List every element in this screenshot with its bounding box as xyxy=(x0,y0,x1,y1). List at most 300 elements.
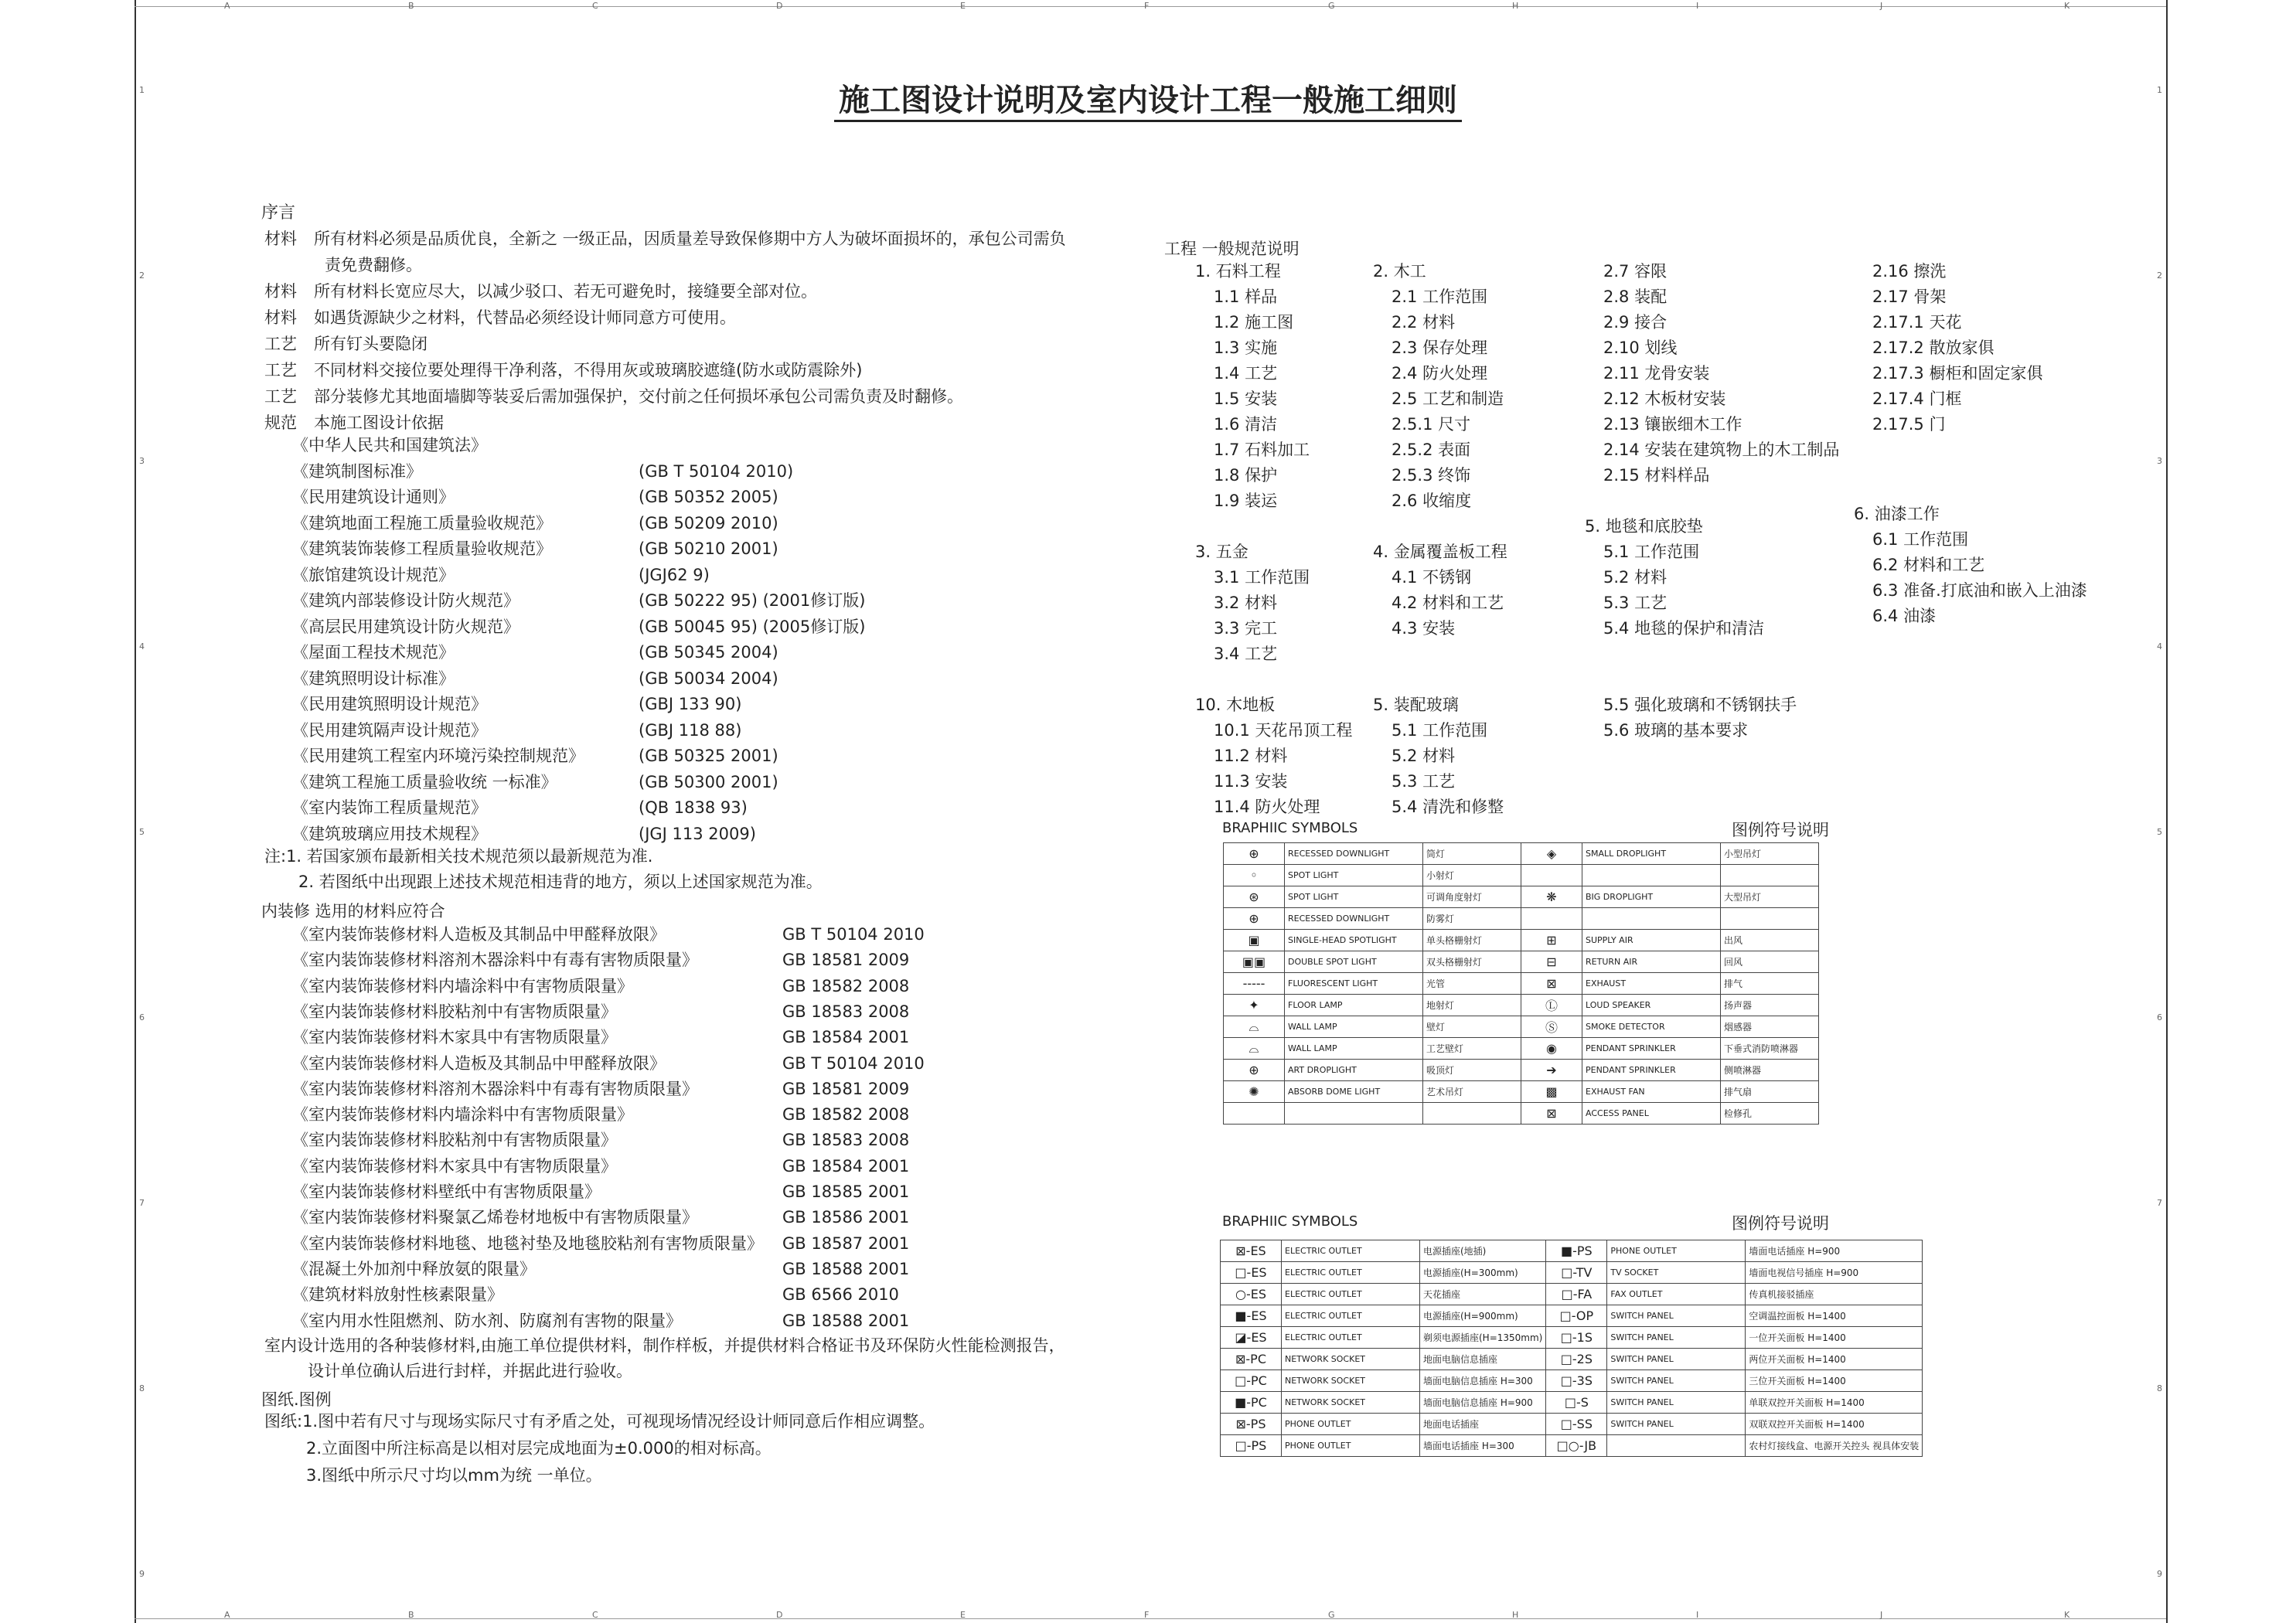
toc-item: 6. 油漆工作 xyxy=(1854,504,1940,523)
symbol-name-en: SPOT LIGHT xyxy=(1285,865,1423,886)
symbol-name-cn: 三位开关面板 H=1400 xyxy=(1746,1370,1923,1392)
column-marker: J xyxy=(1880,1610,1883,1620)
symbol-name-cn: 剃须电源插座(H=1350mm) xyxy=(1420,1327,1546,1349)
symbol-row xyxy=(1224,843,1819,865)
symbol-icon xyxy=(1224,1103,1285,1125)
preface-text: 所有钉头要隐闭 xyxy=(314,335,428,353)
symbols-table-outlets xyxy=(1220,1240,1923,1457)
symbol-name-cn: 墙面电视信号插座 H=900 xyxy=(1746,1262,1923,1284)
toc-item: 3.1 工作范围 xyxy=(1214,568,1310,587)
symbol-icon: ▩ xyxy=(1521,1081,1582,1103)
symbol-name-cn: 排气扇 xyxy=(1721,1081,1819,1103)
symbol-name-cn: 地射灯 xyxy=(1423,995,1521,1016)
row-marker: 1 xyxy=(2157,85,2162,95)
symbol-row xyxy=(1224,1060,1819,1081)
code-name: 《民用建筑设计通则》 xyxy=(292,488,455,506)
symbol-icon: □-FA xyxy=(1546,1284,1607,1305)
symbol-row xyxy=(1221,1349,1923,1370)
symbol-row xyxy=(1224,1038,1819,1060)
symbol-name-en: SWITCH PANEL xyxy=(1607,1414,1746,1435)
toc-item: 4.3 安装 xyxy=(1392,619,1456,638)
symbol-icon: Ⓢ xyxy=(1521,1016,1582,1038)
symbol-name-en: NETWORK SOCKET xyxy=(1282,1349,1420,1370)
symbol-name-cn: 排气 xyxy=(1721,973,1819,995)
toc-item: 10. 木地板 xyxy=(1195,696,1276,714)
symbol-icon: □-SS xyxy=(1546,1414,1607,1435)
symbol-icon: ----- xyxy=(1224,973,1285,995)
symbol-name-en xyxy=(1582,865,1721,886)
symbol-name-en: PHONE OUTLET xyxy=(1607,1240,1746,1262)
symbol-name-en: FLUORESCENT LIGHT xyxy=(1285,973,1423,995)
preface-text: 部分装修尤其地面墙脚等装妥后需加强保护，交付前之任何损坏承包公司需负责及时翻修。 xyxy=(314,387,963,406)
code-number: (GB 50352 2005) xyxy=(639,488,778,506)
toc-item: 2.4 防火处理 xyxy=(1392,364,1488,383)
toc-item: 3.3 完工 xyxy=(1214,619,1278,638)
symbol-name-en: EXHAUST xyxy=(1582,973,1721,995)
symbol-icon: ⌓ xyxy=(1224,1038,1285,1060)
toc-item: 5.4 地毯的保护和清洁 xyxy=(1603,619,1765,638)
symbol-icon: ⊕ xyxy=(1224,1060,1285,1081)
code-number: (GB 50210 2001) xyxy=(639,539,778,558)
symbol-name-cn: 光管 xyxy=(1423,973,1521,995)
symbol-name-en: SINGLE-HEAD SPOTLIGHT xyxy=(1285,930,1423,951)
toc-item: 1.1 样品 xyxy=(1214,288,1278,306)
symbol-name-en: SWITCH PANEL xyxy=(1607,1370,1746,1392)
symbol-icon: □-PC xyxy=(1221,1370,1282,1392)
preface-label: 材料 xyxy=(264,282,297,301)
symbol-name-cn: 空调温控面板 H=1400 xyxy=(1746,1305,1923,1327)
material-name: 《建筑材料放射性核素限量》 xyxy=(292,1285,503,1305)
symbol-name-cn: 电源插座(H=300mm) xyxy=(1420,1262,1546,1284)
symbols2-title-cn: 图例符号说明 xyxy=(1732,1214,1829,1233)
column-marker: H xyxy=(1512,1,1519,11)
symbol-icon: ⊞ xyxy=(1521,930,1582,951)
symbol-row xyxy=(1221,1370,1923,1392)
note-line: 注:1. 若国家颁布最新相关技术规范须以最新规范为准. xyxy=(264,847,653,866)
symbol-row xyxy=(1224,886,1819,908)
symbol-row xyxy=(1221,1305,1923,1327)
toc-item: 3. 五金 xyxy=(1195,543,1248,561)
symbol-name-cn: 大型吊灯 xyxy=(1721,886,1819,908)
symbol-name-en: SPOT LIGHT xyxy=(1285,886,1423,908)
row-marker: 6 xyxy=(2157,1012,2162,1022)
material-name: 《室内装饰装修材料胶粘剂中有害物质限量》 xyxy=(292,1131,617,1150)
preface-label: 工艺 xyxy=(264,361,297,379)
material-code: GB T 50104 2010 xyxy=(782,925,925,944)
toc-item: 11.4 防火处理 xyxy=(1214,798,1320,816)
row-marker: 7 xyxy=(2157,1198,2162,1208)
toc-item: 2.5.1 尺寸 xyxy=(1392,415,1471,434)
symbol-icon: □-PS xyxy=(1221,1435,1282,1457)
toc-item: 2.11 龙骨安装 xyxy=(1603,364,1710,383)
toc-item: 1.6 清洁 xyxy=(1214,415,1278,434)
column-marker: K xyxy=(2064,1,2070,11)
symbol-icon: ◦ xyxy=(1224,865,1285,886)
row-marker: 7 xyxy=(139,1198,145,1208)
column-marker: G xyxy=(1328,1,1335,11)
symbol-icon: □-S xyxy=(1546,1392,1607,1414)
code-name: 《中华人民共和国建筑法》 xyxy=(292,436,487,454)
code-name: 《民用建筑工程室内环境污染控制规范》 xyxy=(292,747,584,765)
toc-item: 3.2 材料 xyxy=(1214,594,1278,612)
column-marker: D xyxy=(776,1610,783,1620)
toc-item: 2.17.5 门 xyxy=(1872,415,1946,434)
preface-label: 规范 xyxy=(264,413,297,432)
toc-item: 1.3 实施 xyxy=(1214,339,1278,357)
toc-item: 2.8 装配 xyxy=(1603,288,1667,306)
code-name: 《屋面工程技术规范》 xyxy=(292,643,455,662)
toc-item: 2.7 容限 xyxy=(1603,262,1667,281)
symbol-row xyxy=(1224,930,1819,951)
toc-item: 2.17.3 橱柜和固定家俱 xyxy=(1872,364,2043,383)
toc-item: 1.5 安装 xyxy=(1214,390,1278,408)
code-name: 《建筑内部装修设计防火规范》 xyxy=(292,591,519,610)
material-name: 《室内装饰装修材料内墙涂料中有害物质限量》 xyxy=(292,976,633,995)
symbol-icon: □-3S xyxy=(1546,1370,1607,1392)
symbol-icon: ■-PS xyxy=(1546,1240,1607,1262)
material-code: GB 18584 2001 xyxy=(782,1028,910,1047)
symbol-name-en: ELECTRIC OUTLET xyxy=(1282,1305,1420,1327)
right-border xyxy=(2166,0,2168,1623)
toc-item: 1.2 施工图 xyxy=(1214,313,1294,332)
preface-text: 不同材料交接位要处理得干净利落，不得用灰或玻璃胶遮缝(防水或防震除外) xyxy=(314,361,863,379)
column-marker: G xyxy=(1328,1610,1335,1620)
symbols2-title-en: BRAPHIIC SYMBOLS xyxy=(1222,1213,1358,1230)
toc-item: 2.17.4 门框 xyxy=(1872,390,1962,408)
symbol-icon: ◪-ES xyxy=(1221,1327,1282,1349)
material-code: GB 18588 2001 xyxy=(782,1311,910,1330)
drawings-heading: 图纸.图例 xyxy=(261,1390,332,1409)
symbol-name-en: PHONE OUTLET xyxy=(1282,1414,1420,1435)
code-number: (GB 50345 2004) xyxy=(639,643,778,662)
symbol-name-cn: 小射灯 xyxy=(1423,865,1521,886)
symbol-icon: ⊕ xyxy=(1224,908,1285,930)
symbol-row xyxy=(1221,1284,1923,1305)
symbol-name-en: PHONE OUTLET xyxy=(1282,1435,1420,1457)
symbol-name-cn: 下垂式消防喷淋器 xyxy=(1721,1038,1819,1060)
preface-text: 所有材料必须是品质优良，全新之 一级正品，因质量差导致保修期中方人为破坏面损坏的，承包公司需负 xyxy=(314,230,1066,248)
symbol-icon: ⊟ xyxy=(1521,951,1582,973)
toc-item: 5.2 材料 xyxy=(1603,568,1667,587)
material-name: 《室内用水性阻燃剂、防水剂、防腐剂有害物的限量》 xyxy=(292,1311,682,1330)
material-name: 《室内装饰装修材料地毯、地毯衬垫及地毯胶粘剂有害物质限量》 xyxy=(292,1233,763,1253)
toc-item: 6.1 工作范围 xyxy=(1872,529,1969,549)
material-code: GB T 50104 2010 xyxy=(782,1053,925,1073)
code-name: 《建筑地面工程施工质量验收规范》 xyxy=(292,513,552,532)
code-number: (GB 50222 95) (2001修订版) xyxy=(639,591,866,610)
symbol-icon: □-TV xyxy=(1546,1262,1607,1284)
symbol-name-en: ELECTRIC OUTLET xyxy=(1282,1262,1420,1284)
material-name: 《室内装饰装修材料木家具中有害物质限量》 xyxy=(292,1156,617,1176)
toc-item: 2.3 保存处理 xyxy=(1392,339,1488,357)
symbol-icon: ■-PC xyxy=(1221,1392,1282,1414)
row-marker: 4 xyxy=(2157,641,2162,652)
toc-item: 2.13 镶嵌细木工作 xyxy=(1603,415,1742,434)
left-border xyxy=(135,0,136,1623)
code-name: 《建筑装饰装修工程质量验收规范》 xyxy=(292,539,552,558)
symbol-row xyxy=(1221,1435,1923,1457)
row-marker: 2 xyxy=(2157,270,2162,281)
drawings-line: 图纸:1.图中若有尺寸与现场实际尺寸有矛盾之处，可视现场情况经设计师同意后作相应调整。 xyxy=(264,1412,935,1431)
symbol-name-en: DOUBLE SPOT LIGHT xyxy=(1285,951,1423,973)
symbol-icon: ❋ xyxy=(1521,886,1582,908)
toc-item: 6.3 准备.打底油和嵌入上油漆 xyxy=(1872,580,2087,600)
symbol-icon: □-ES xyxy=(1221,1262,1282,1284)
code-number: (GBJ 118 88) xyxy=(639,720,742,740)
toc-item: 2.1 工作范围 xyxy=(1392,288,1488,306)
column-marker: C xyxy=(592,1,598,11)
material-code: GB 18581 2009 xyxy=(782,951,910,970)
code-name: 《民用建筑照明设计规范》 xyxy=(292,695,487,713)
symbol-row xyxy=(1221,1414,1923,1435)
preface-text: 责免费翻修。 xyxy=(325,256,422,274)
code-number: (JGJ 113 2009) xyxy=(639,824,756,843)
symbol-row xyxy=(1224,1016,1819,1038)
toc-item: 5.3 工艺 xyxy=(1603,594,1667,612)
symbol-name-cn: 墙面电话插座 H=900 xyxy=(1746,1240,1923,1262)
row-marker: 8 xyxy=(139,1383,145,1393)
code-name: 《建筑玻璃应用技术规程》 xyxy=(292,824,487,843)
symbol-name-en: SWITCH PANEL xyxy=(1607,1327,1746,1349)
toc-item: 4.1 不锈钢 xyxy=(1392,568,1472,587)
symbol-name-en: ACCESS PANEL xyxy=(1582,1103,1721,1125)
toc-item: 2.5 工艺和制造 xyxy=(1392,390,1504,408)
toc-item: 2.9 接合 xyxy=(1603,313,1667,332)
symbol-name-cn xyxy=(1721,865,1819,886)
code-name: 《建筑制图标准》 xyxy=(292,461,422,481)
symbol-icon xyxy=(1521,908,1582,930)
symbol-name-cn: 扬声器 xyxy=(1721,995,1819,1016)
toc-item: 4.2 材料和工艺 xyxy=(1392,594,1504,612)
drawings-line: 3.图纸中所示尺寸均以mm为统 一单位。 xyxy=(306,1466,602,1485)
symbol-name-en: SUPPLY AIR xyxy=(1582,930,1721,951)
code-number: (GB 50209 2010) xyxy=(639,513,778,532)
material-code: GB 18588 2001 xyxy=(782,1259,910,1278)
symbol-name-en: SWITCH PANEL xyxy=(1607,1392,1746,1414)
row-marker: 8 xyxy=(2157,1383,2162,1393)
toc-item: 5. 地毯和底胶垫 xyxy=(1585,517,1703,536)
symbol-icon: ⊠ xyxy=(1521,973,1582,995)
symbol-name-cn: 地面电话插座 xyxy=(1420,1414,1546,1435)
symbol-name-cn: 吸顶灯 xyxy=(1423,1060,1521,1081)
code-number: (GB 50300 2001) xyxy=(639,772,778,791)
toc-item: 6.2 材料和工艺 xyxy=(1872,555,1985,574)
material-name: 《室内装饰装修材料人造板及其制品中甲醛释放限》 xyxy=(292,1053,666,1073)
symbol-name-cn: 一位开关面板 H=1400 xyxy=(1746,1327,1923,1349)
symbol-icon: □-1S xyxy=(1546,1327,1607,1349)
code-number: (GBJ 133 90) xyxy=(639,695,742,713)
symbol-name-en: NETWORK SOCKET xyxy=(1282,1392,1420,1414)
symbol-name-cn: 天花插座 xyxy=(1420,1284,1546,1305)
symbol-name-en: WALL LAMP xyxy=(1285,1038,1423,1060)
toc-item: 2.10 划线 xyxy=(1603,339,1678,357)
material-code: GB 6566 2010 xyxy=(782,1285,899,1305)
toc-item: 11.3 安装 xyxy=(1214,772,1288,791)
symbol-name-cn: 单头格栅射灯 xyxy=(1423,930,1521,951)
symbol-name-en: SMALL DROPLIGHT xyxy=(1582,843,1721,865)
symbol-name-cn: 壁灯 xyxy=(1423,1016,1521,1038)
material-code: GB 18584 2001 xyxy=(782,1156,910,1176)
toc-item: 5.5 强化玻璃和不锈钢扶手 xyxy=(1603,696,1797,714)
code-number: (JGJ62 9) xyxy=(639,565,710,584)
symbol-icon: ⊕ xyxy=(1224,843,1285,865)
column-marker: E xyxy=(960,1610,966,1620)
column-marker: J xyxy=(1880,1,1883,11)
symbol-name-en: PENDANT SPRINKLER xyxy=(1582,1060,1721,1081)
symbol-icon xyxy=(1521,865,1582,886)
toc-item: 2.2 材料 xyxy=(1392,313,1456,332)
toc-item: 5.4 清洗和修整 xyxy=(1392,798,1504,816)
preface-label: 材料 xyxy=(264,230,297,248)
symbol-row xyxy=(1224,865,1819,886)
toc-item: 5.3 工艺 xyxy=(1392,772,1456,791)
symbol-row xyxy=(1221,1327,1923,1349)
symbol-icon: ⌓ xyxy=(1224,1016,1285,1038)
symbol-name-cn: 侧喷淋器 xyxy=(1721,1060,1819,1081)
row-marker: 3 xyxy=(2157,456,2162,466)
toc-item: 1.8 保护 xyxy=(1214,466,1278,485)
symbol-name-en: FLOOR LAMP xyxy=(1285,995,1423,1016)
symbol-name-cn: 电源插座(地插) xyxy=(1420,1240,1546,1262)
toc-item: 5.1 工作范围 xyxy=(1392,721,1488,740)
top-border xyxy=(135,6,2166,7)
row-marker: 5 xyxy=(2157,827,2162,837)
symbol-name-en: RECESSED DOWNLIGHT xyxy=(1285,843,1423,865)
material-code: GB 18583 2008 xyxy=(782,1131,910,1150)
code-name: 《旅馆建筑设计规范》 xyxy=(292,565,455,584)
symbol-name-cn: 两位开关面板 H=1400 xyxy=(1746,1349,1923,1370)
toc-item: 1.4 工艺 xyxy=(1214,364,1278,383)
symbol-name-cn: 检修孔 xyxy=(1721,1103,1819,1125)
symbol-name-en: LOUD SPEAKER xyxy=(1582,995,1721,1016)
symbol-name-cn: 可调角度射灯 xyxy=(1423,886,1521,908)
symbol-name-en xyxy=(1607,1435,1746,1457)
symbol-name-en: SMOKE DETECTOR xyxy=(1582,1016,1721,1038)
symbol-name-cn xyxy=(1423,1103,1521,1125)
material-name: 《室内装饰装修材料胶粘剂中有害物质限量》 xyxy=(292,1002,617,1021)
symbol-name-cn: 农村灯接线盒、电源开关控头 视具体安装 xyxy=(1746,1435,1923,1457)
symbol-name-cn xyxy=(1721,908,1819,930)
column-marker: D xyxy=(776,1,783,11)
code-name: 《建筑工程施工质量验收统 一标准》 xyxy=(292,772,557,791)
toc-item: 2.17 骨架 xyxy=(1872,288,1947,306)
material-code: GB 18582 2008 xyxy=(782,976,910,995)
closing-line: 设计单位确认后进行封样，并据此进行验收。 xyxy=(308,1362,632,1380)
symbols-table-lighting xyxy=(1223,842,1819,1125)
preface-text: 如遇货源缺少之材料，代替品必须经设计师同意方可使用。 xyxy=(314,308,736,327)
symbol-row xyxy=(1224,1103,1819,1125)
column-marker: F xyxy=(1144,1,1150,11)
column-marker: I xyxy=(1696,1610,1699,1620)
column-marker: B xyxy=(408,1610,414,1620)
preface-label: 工艺 xyxy=(264,387,297,406)
material-code: GB 18585 2001 xyxy=(782,1182,910,1201)
code-name: 《民用建筑隔声设计规范》 xyxy=(292,720,487,740)
symbol-row xyxy=(1221,1262,1923,1284)
row-marker: 4 xyxy=(139,641,145,652)
symbol-name-cn: 墙面电脑信息插座 H=300 xyxy=(1420,1370,1546,1392)
symbol-name-cn: 地面电脑信息插座 xyxy=(1420,1349,1546,1370)
preface-text: 所有材料长宽应尽大，以减少驳口、若无可避免时，接缝要全部对位。 xyxy=(314,282,817,301)
symbol-icon: □-OP xyxy=(1546,1305,1607,1327)
symbol-name-en: ELECTRIC OUTLET xyxy=(1282,1240,1420,1262)
column-marker: A xyxy=(224,1610,230,1620)
toc-item: 4. 金属覆盖板工程 xyxy=(1373,543,1507,561)
drawings-line: 2.立面图中所注标高是以相对层完成地面为±0.000的相对标高。 xyxy=(306,1439,772,1458)
symbol-name-en: NETWORK SOCKET xyxy=(1282,1370,1420,1392)
closing-line: 室内设计选用的各种装修材料,由施工单位提供材料，制作样板，并提供材料合格证书及环保防火性能检测报告， xyxy=(264,1336,1065,1355)
toc-item: 2.5.3 终饰 xyxy=(1392,466,1471,485)
toc-item: 5. 装配玻璃 xyxy=(1373,696,1459,714)
symbol-name-en: ART DROPLIGHT xyxy=(1285,1060,1423,1081)
symbol-row xyxy=(1224,995,1819,1016)
material-name: 《室内装饰装修材料聚氯乙烯卷材地板中有害物质限量》 xyxy=(292,1208,698,1227)
material-name: 《室内装饰装修材料溶剂木器涂料中有毒有害物质限量》 xyxy=(292,951,698,970)
toc-item: 1. 石料工程 xyxy=(1195,262,1281,281)
symbol-name-en: PENDANT SPRINKLER xyxy=(1582,1038,1721,1060)
symbol-name-cn: 双联双控开关面板 H=1400 xyxy=(1746,1414,1923,1435)
symbol-icon: □-2S xyxy=(1546,1349,1607,1370)
symbol-name-cn: 工艺壁灯 xyxy=(1423,1038,1521,1060)
row-marker: 9 xyxy=(2157,1569,2162,1579)
preface-text: 本施工图设计依据 xyxy=(314,413,444,432)
toc-item: 6.4 油漆 xyxy=(1872,606,1937,625)
column-marker: H xyxy=(1512,1610,1519,1620)
toc-item: 11.2 材料 xyxy=(1214,747,1288,765)
symbol-icon: ▣▣ xyxy=(1224,951,1285,973)
toc-item: 5.6 玻璃的基本要求 xyxy=(1603,721,1749,740)
symbol-name-en: TV SOCKET xyxy=(1607,1262,1746,1284)
code-number: (QB 1838 93) xyxy=(639,798,748,817)
material-code: GB 18586 2001 xyxy=(782,1208,910,1227)
material-name: 《室内装饰装修材料内墙涂料中有害物质限量》 xyxy=(292,1105,633,1125)
symbol-row xyxy=(1221,1240,1923,1262)
symbol-row xyxy=(1224,973,1819,995)
symbol-icon: ✦ xyxy=(1224,995,1285,1016)
toc-item: 1.7 石料加工 xyxy=(1214,441,1310,459)
symbol-name-cn: 传真机接驳插座 xyxy=(1746,1284,1923,1305)
code-name: 《建筑照明设计标准》 xyxy=(292,669,455,688)
symbol-icon: ■-ES xyxy=(1221,1305,1282,1327)
symbol-name-cn: 小型吊灯 xyxy=(1721,843,1819,865)
code-number: (GB 50034 2004) xyxy=(639,669,778,688)
symbol-row xyxy=(1221,1392,1923,1414)
preface-label: 工艺 xyxy=(264,335,297,353)
column-marker: B xyxy=(408,1,414,11)
symbol-name-cn: 筒灯 xyxy=(1423,843,1521,865)
toc-item: 2.15 材料样品 xyxy=(1603,466,1710,485)
symbol-icon: ➔ xyxy=(1521,1060,1582,1081)
symbols1-title-en: BRAPHIIC SYMBOLS xyxy=(1222,820,1358,836)
symbol-name-en: ELECTRIC OUTLET xyxy=(1282,1327,1420,1349)
symbol-name-en: RETURN AIR xyxy=(1582,951,1721,973)
column-marker: I xyxy=(1696,1,1699,11)
toc-item: 10.1 天花吊顶工程 xyxy=(1214,721,1353,740)
symbol-name-en: ABSORB DOME LIGHT xyxy=(1285,1081,1423,1103)
column-marker: K xyxy=(2064,1610,2070,1620)
symbol-icon: □○-JB xyxy=(1546,1435,1607,1457)
code-number: (GB 50325 2001) xyxy=(639,747,778,765)
toc-item: 2. 木工 xyxy=(1373,262,1426,281)
symbol-name-en: WALL LAMP xyxy=(1285,1016,1423,1038)
row-marker: 1 xyxy=(139,85,145,95)
symbol-row xyxy=(1224,908,1819,930)
row-marker: 9 xyxy=(139,1569,145,1579)
preface-heading: 序言 xyxy=(261,203,296,223)
material-name: 《混凝土外加剂中释放氨的限量》 xyxy=(292,1259,536,1278)
symbol-icon: ⊛ xyxy=(1224,886,1285,908)
symbol-name-cn: 防雾灯 xyxy=(1423,908,1521,930)
